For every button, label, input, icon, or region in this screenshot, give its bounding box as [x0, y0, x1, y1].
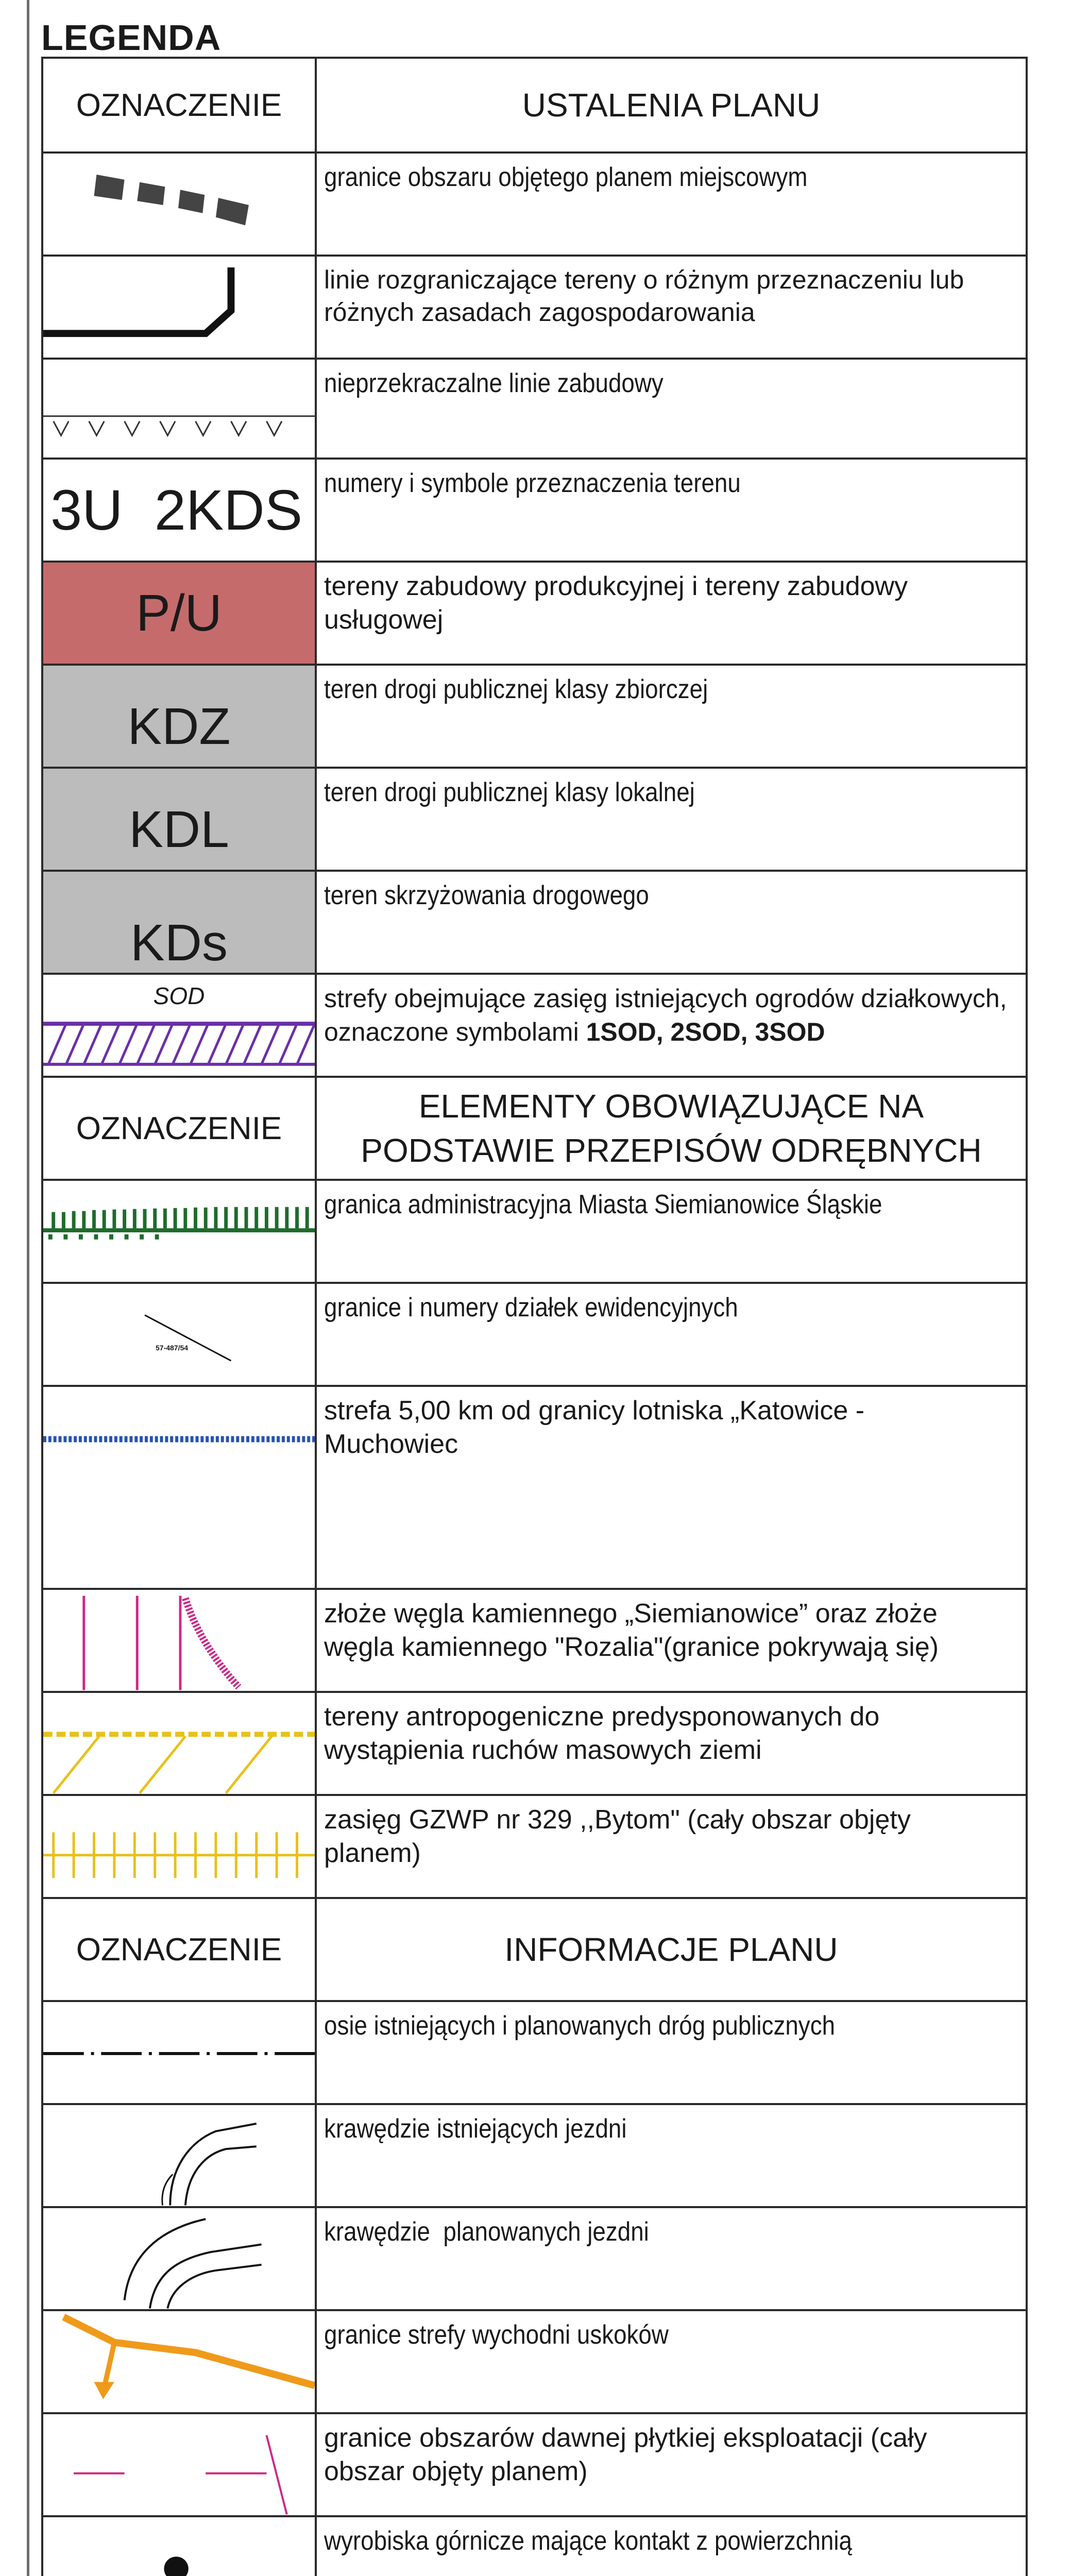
gzwp-label: zasięg GZWP nr 329 ,,Bytom" (cały obszar objęty planem)	[324, 1805, 911, 1868]
admin-boundary-text: granica administracyjna Miasta Siemianowice Śląskie	[317, 1181, 1028, 1282]
sod-symbol	[41, 975, 317, 1076]
fault-zone-text: granice strefy wychodni uskoków	[317, 2311, 1028, 2412]
landslide-label: tereny antropogeniczne predysponowanych do wystąpienia ruchów masowych ziemi	[324, 1702, 880, 1765]
legend-row-parcels	[41, 1284, 1028, 1387]
land-symbols-text: numery i symbole przeznaczenia terenu	[317, 460, 1028, 561]
mine-working-text: wyrobiska górnicze mające kontakt z powierzchnią	[317, 2517, 1028, 2576]
legend-row-kdl	[41, 769, 1028, 872]
section2-header-left: OZNACZENIE	[41, 1078, 317, 1179]
admin-boundary-symbol	[41, 1181, 317, 1282]
planned-carriageway-symbol	[41, 2208, 317, 2309]
sod-label: SOD	[153, 982, 205, 1009]
kdz-text: teren drogi publicznej klasy zbiorczej	[317, 666, 1028, 767]
airport-zone-icon	[43, 1387, 315, 1588]
landslide-symbol	[41, 1693, 317, 1794]
sod-description: strefy obejmujące zasięg istniejących ogrodów działkowych, oznaczone symbolami	[324, 984, 1007, 1046]
kds-label: KDs	[130, 913, 228, 972]
page-left-rule	[27, 0, 29, 2576]
existing-carriageway-icon	[43, 2105, 315, 2206]
pu-text	[317, 563, 1028, 664]
demarcation-label: linie rozgraniczające tereny o różnym przeznaczeniu lub różnych zasadach zagospodarowania	[324, 265, 964, 327]
gzwp-symbol	[41, 1796, 317, 1897]
legend-row-demarcation	[41, 257, 1028, 360]
legend-row-plan-boundary	[41, 154, 1028, 257]
legend-row-airport-zone	[41, 1387, 1028, 1590]
fault-zone-icon	[43, 2311, 315, 2412]
legend-row-landslide	[41, 1693, 1028, 1796]
land-symbols-symbol	[41, 460, 317, 561]
shallow-mining-icon	[43, 2414, 315, 2515]
road-axis-symbol	[41, 2002, 317, 2103]
legend-row-land-symbols	[41, 460, 1028, 563]
kds-text: teren skrzyżowania drogowego	[317, 872, 1028, 973]
legend-row-shallow-mining	[41, 2414, 1028, 2517]
building-line-text: nieprzekraczalne linie zabudowy	[317, 360, 1028, 457]
planned-carriageway-icon	[43, 2208, 315, 2309]
coal-deposit-text	[317, 1590, 1028, 1691]
landslide-text	[317, 1693, 1028, 1794]
demarcation-line-icon	[43, 257, 315, 358]
pu-symbol	[41, 563, 317, 664]
mine-working-dot-icon	[43, 2517, 315, 2576]
legend-row-admin-boundary	[41, 1181, 1028, 1284]
airport-zone-label: strefa 5,00 km od granicy lotniska „Katowice - Muchowiec	[324, 1396, 865, 1459]
legend-row-building-line	[41, 360, 1028, 460]
kdl-text: teren drogi publicznej klasy lokalnej	[317, 769, 1028, 870]
demarcation-text	[317, 257, 1028, 358]
pu-label: P/U	[136, 584, 222, 642]
parcels-text: granice i numery działek ewidencyjnych	[317, 1284, 1028, 1385]
coal-deposit-symbol	[41, 1590, 317, 1691]
airport-zone-symbol	[41, 1387, 317, 1588]
legend-title: LEGENDA	[41, 18, 222, 58]
kdl-label: KDL	[129, 800, 229, 858]
shallow-mining-label: granice obszarów dawnej płytkiej eksploatacji (cały obszar objęty planem)	[324, 2423, 927, 2486]
existing-carriageway-symbol	[41, 2105, 317, 2206]
shallow-mining-text	[317, 2414, 1028, 2515]
road-axis-icon	[43, 2002, 315, 2103]
kdl-symbol	[41, 769, 317, 870]
demarcation-symbol	[41, 257, 317, 358]
kds-symbol	[41, 872, 317, 973]
legend-row-planned-carriageway	[41, 2208, 1028, 2311]
landslide-icon	[43, 1693, 315, 1794]
section1-header-left: OZNACZENIE	[41, 59, 317, 151]
legend-row-existing-carriageway	[41, 2105, 1028, 2208]
pu-description: tereny zabudowy produkcyjnej i tereny zabudowy usługowej	[324, 571, 908, 635]
admin-boundary-icon	[43, 1181, 315, 1282]
gzwp-text	[317, 1796, 1028, 1897]
section2-header-right: ELEMENTY OBOWIĄZUJĄCE NA PODSTAWIE PRZEPISÓW ODRĘBNYCH	[317, 1078, 1028, 1179]
planned-carriageway-text: krawędzie planowanych jezdni	[317, 2208, 1028, 2309]
sod-hatch-icon	[43, 975, 315, 1076]
road-axis-text: osie istniejących i planowanych dróg publicznych	[317, 2002, 1028, 2103]
legend-row-kds	[41, 872, 1028, 975]
mine-working-symbol	[41, 2517, 317, 2576]
section1-header-right: USTALENIA PLANU	[317, 59, 1028, 151]
fault-zone-symbol	[41, 2311, 317, 2412]
legend-row-coal-deposit	[41, 1590, 1028, 1693]
section2-header	[41, 1078, 1028, 1181]
kdz-label: KDZ	[127, 697, 231, 755]
section1-header	[41, 57, 1028, 154]
legend-row-road-axis	[41, 2002, 1028, 2105]
parcel-line-icon	[43, 1284, 315, 1385]
building-line-icon	[43, 360, 315, 457]
shallow-mining-symbol	[41, 2414, 317, 2515]
legend-row-fault-zone	[41, 2311, 1028, 2414]
coal-deposit-icon	[43, 1590, 315, 1691]
existing-carriageway-text: krawędzie istniejących jezdni	[317, 2105, 1028, 2206]
section3-header	[41, 1899, 1028, 2002]
airport-zone-text	[317, 1387, 1028, 1588]
section3-header-right: INFORMACJE PLANU	[317, 1899, 1028, 2000]
parcel-number-label: 57-487/54	[156, 1344, 189, 1352]
land-symbols-label: 3U 2KDS	[50, 478, 303, 542]
gzwp-icon	[43, 1796, 315, 1897]
legend-table	[41, 57, 1028, 2576]
section3-header-left: OZNACZENIE	[41, 1899, 317, 2000]
sod-text	[317, 975, 1028, 1076]
plan-boundary-text: granice obszaru objętego planem miejscowym	[317, 154, 1028, 255]
coal-deposit-label: złoże węgla kamiennego „Siemianowice” oraz złoże węgla kamiennego "Rozalia"(granice pokrywają się)	[324, 1599, 939, 1662]
plan-boundary-icon	[43, 154, 315, 255]
legend-row-kdz	[41, 666, 1028, 769]
plan-boundary-symbol	[41, 154, 317, 255]
legend-row-mine-working	[41, 2517, 1028, 2576]
building-line-symbol	[41, 360, 317, 457]
legend-row-sod	[41, 975, 1028, 1078]
kdz-symbol	[41, 666, 317, 767]
parcels-symbol	[41, 1284, 317, 1385]
legend-row-pu	[41, 563, 1028, 666]
legend-row-gzwp	[41, 1796, 1028, 1899]
sod-symbols: 1SOD, 2SOD, 3SOD	[586, 1018, 825, 1046]
